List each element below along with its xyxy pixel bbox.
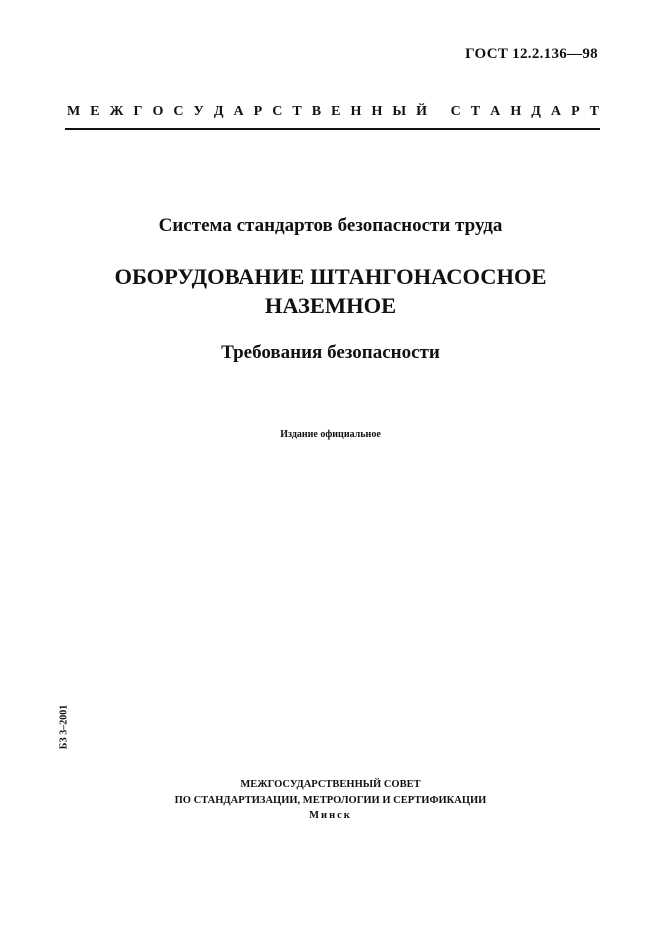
publisher-city: Минск bbox=[309, 810, 352, 821]
publisher-block bbox=[0, 777, 661, 824]
heading-letter: С bbox=[450, 104, 461, 119]
heading-letter: Ы bbox=[392, 104, 407, 119]
heading-letter: Н bbox=[350, 104, 362, 119]
heading-letter: Т bbox=[292, 104, 302, 119]
document-title-line-2: НАЗЕМНОЕ bbox=[264, 293, 397, 318]
heading-letter: Д bbox=[213, 104, 224, 119]
heading-letter: О bbox=[152, 104, 164, 119]
header-rule bbox=[65, 128, 600, 130]
heading-letter: В bbox=[311, 104, 322, 119]
heading-letter: Д bbox=[531, 104, 541, 119]
heading-letter: С bbox=[173, 104, 184, 119]
heading-letter: Т bbox=[470, 104, 481, 119]
side-note: БЗ 3–2001 bbox=[58, 704, 70, 750]
heading-letter: М bbox=[67, 104, 81, 119]
heading-letter: Н bbox=[371, 104, 383, 119]
heading-letter bbox=[437, 104, 441, 120]
heading-letter: Г bbox=[133, 104, 143, 119]
heading-letter: Р bbox=[571, 104, 580, 119]
document-subtitle: Требования безопасности bbox=[221, 342, 440, 363]
heading-letter: А bbox=[233, 104, 244, 119]
heading-letter: Т bbox=[589, 104, 599, 119]
heading-letter: У bbox=[193, 104, 204, 119]
interstate-standard-heading bbox=[67, 104, 599, 120]
heading-letter: Р bbox=[253, 104, 263, 119]
document-title bbox=[0, 262, 661, 320]
heading-letter: С bbox=[272, 104, 283, 119]
publisher-line-1: МЕЖГОСУДАРСТВЕННЫЙ СОВЕТ bbox=[240, 779, 421, 790]
publisher-line-2: ПО СТАНДАРТИЗАЦИИ, МЕТРОЛОГИИ И СЕРТИФИКАЦИИ bbox=[174, 794, 487, 806]
heading-letter: Е bbox=[90, 104, 100, 119]
heading-letter: Ж bbox=[109, 104, 124, 119]
standards-series: Система стандартов безопасности труда bbox=[158, 215, 503, 236]
heading-letter: Н bbox=[510, 104, 522, 119]
heading-letter: А bbox=[550, 104, 562, 119]
heading-letter: А bbox=[490, 104, 501, 119]
edition-note: Издание официальное bbox=[280, 429, 381, 440]
heading-letter: Й bbox=[416, 104, 428, 119]
heading-letter: Е bbox=[331, 104, 341, 119]
standard-code: ГОСТ 12.2.136—98 bbox=[465, 46, 598, 62]
document-title-line-1: ОБОРУДОВАНИЕ ШТАНГОНАСОСНОЕ bbox=[114, 264, 547, 289]
